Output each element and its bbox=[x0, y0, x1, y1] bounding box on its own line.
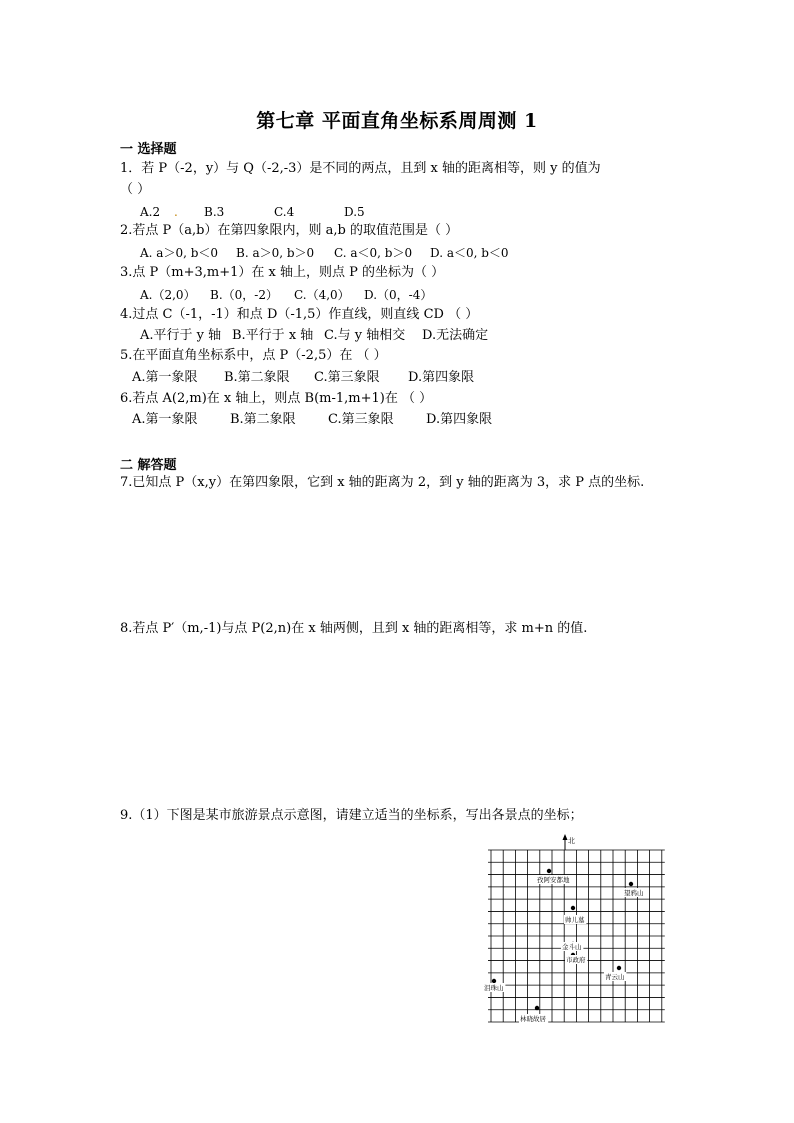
option-d: D.第四象限 bbox=[426, 412, 493, 427]
place-marker bbox=[492, 979, 496, 983]
option-d: D.（0，-4） bbox=[364, 288, 433, 302]
option-b: B.（0，-2） bbox=[210, 288, 278, 302]
place-label: 青云山 bbox=[605, 973, 625, 981]
place-marker bbox=[629, 882, 633, 886]
question-5-stem: 5.在平面直角坐标系中，点 P（-2,5）在 （ ） bbox=[120, 348, 387, 363]
place-marker bbox=[571, 906, 575, 910]
question-3-stem: 3.点 P（m+3,m+1）在 x 轴上，则点 P 的坐标为（ ） bbox=[120, 265, 445, 280]
question-1-stem: 1．若 P（-2，y）与 Q（-2,-3）是不同的两点，且到 x 轴的距离相等，则 y 的值为 bbox=[120, 161, 601, 176]
option-a: A.第一象限 bbox=[132, 412, 198, 427]
option-c: C.4 bbox=[274, 205, 295, 219]
tourist-map bbox=[482, 832, 672, 1028]
option-a: A.2 bbox=[140, 205, 161, 219]
place-marker bbox=[617, 966, 621, 970]
question-7-stem: 7.已知点 P（x,y）在第四象限，它到 x 轴的距离为 2，到 y 轴的距离为 3，求 P 点的坐标. bbox=[120, 475, 645, 490]
option-a: A.平行于 y 轴 bbox=[140, 328, 222, 343]
place-label: 泪珠山 bbox=[484, 984, 504, 992]
question-1-options bbox=[140, 204, 365, 220]
option-a: A.第一象限 bbox=[132, 370, 198, 385]
option-c: C.第三象限 bbox=[314, 370, 380, 385]
option-a: A.（2,0） bbox=[140, 288, 196, 302]
option-dot: . bbox=[174, 205, 178, 219]
question-3-options bbox=[140, 287, 432, 303]
place-label: 金斗山 bbox=[562, 943, 582, 951]
section-answer-heading: 二 解答题 bbox=[120, 458, 177, 473]
page-title: 第七章 平面直角坐标系周周测 1 bbox=[256, 110, 538, 132]
option-b: B.平行于 x 轴 bbox=[232, 328, 314, 343]
option-b: B.第二象限 bbox=[230, 412, 296, 427]
place-label: 市政府 bbox=[566, 956, 586, 964]
option-d: D.5 bbox=[344, 205, 365, 219]
north-arrowhead bbox=[563, 834, 568, 840]
section-choice-heading: 一 选择题 bbox=[120, 142, 177, 157]
question-1-stem-cont: （ ） bbox=[120, 182, 151, 197]
option-b: B. a＞0, b＞0 bbox=[236, 246, 315, 260]
place-marker bbox=[547, 869, 551, 873]
question-4-stem: 4.过点 C（-1，-1）和点 D（-1,5）作直线，则直线 CD （ ） bbox=[120, 307, 479, 322]
map-grid bbox=[488, 850, 665, 1022]
question-4-options bbox=[140, 328, 488, 344]
question-2-options bbox=[140, 245, 509, 261]
option-b: B.第二象限 bbox=[224, 370, 290, 385]
option-d: D.第四象限 bbox=[408, 370, 475, 385]
question-5-options bbox=[132, 370, 474, 386]
place-label: 林晓故居 bbox=[520, 1015, 546, 1023]
option-d: D.无法确定 bbox=[422, 328, 489, 343]
question-9-stem: 9.（1）下图是某市旅游景点示意图，请建立适当的坐标系，写出各景点的坐标； bbox=[120, 808, 583, 823]
option-a: A. a＞0, b＜0 bbox=[140, 246, 219, 260]
question-8-stem: 8.若点 P′（m,-1)与点 P(2,n)在 x 轴两侧，且到 x 轴的距离相等，求 m+n 的值. bbox=[120, 621, 588, 636]
option-c: C.第三象限 bbox=[328, 412, 394, 427]
place-label: 望鸦山 bbox=[624, 889, 644, 897]
option-c: C.与 y 轴相交 bbox=[324, 328, 406, 343]
option-c: C.（4,0） bbox=[294, 288, 350, 302]
option-b: B.3 bbox=[204, 205, 225, 219]
question-6-options bbox=[132, 412, 492, 428]
place-marker bbox=[535, 1006, 539, 1010]
option-d: D. a＜0, b＜0 bbox=[430, 246, 509, 260]
north-label: 北 bbox=[568, 837, 575, 845]
place-label: 孜阿安都地 bbox=[537, 876, 570, 884]
place-label: 帅儿墓 bbox=[565, 916, 585, 924]
question-6-stem: 6.若点 A(2,m)在 x 轴上，则点 B(m-1,m+1)在 （ ） bbox=[120, 391, 433, 406]
option-c: C. a＜0, b＞0 bbox=[334, 246, 413, 260]
question-2-stem: 2.若点 P（a,b）在第四象限内，则 a,b 的取值范围是（ ） bbox=[120, 223, 459, 238]
